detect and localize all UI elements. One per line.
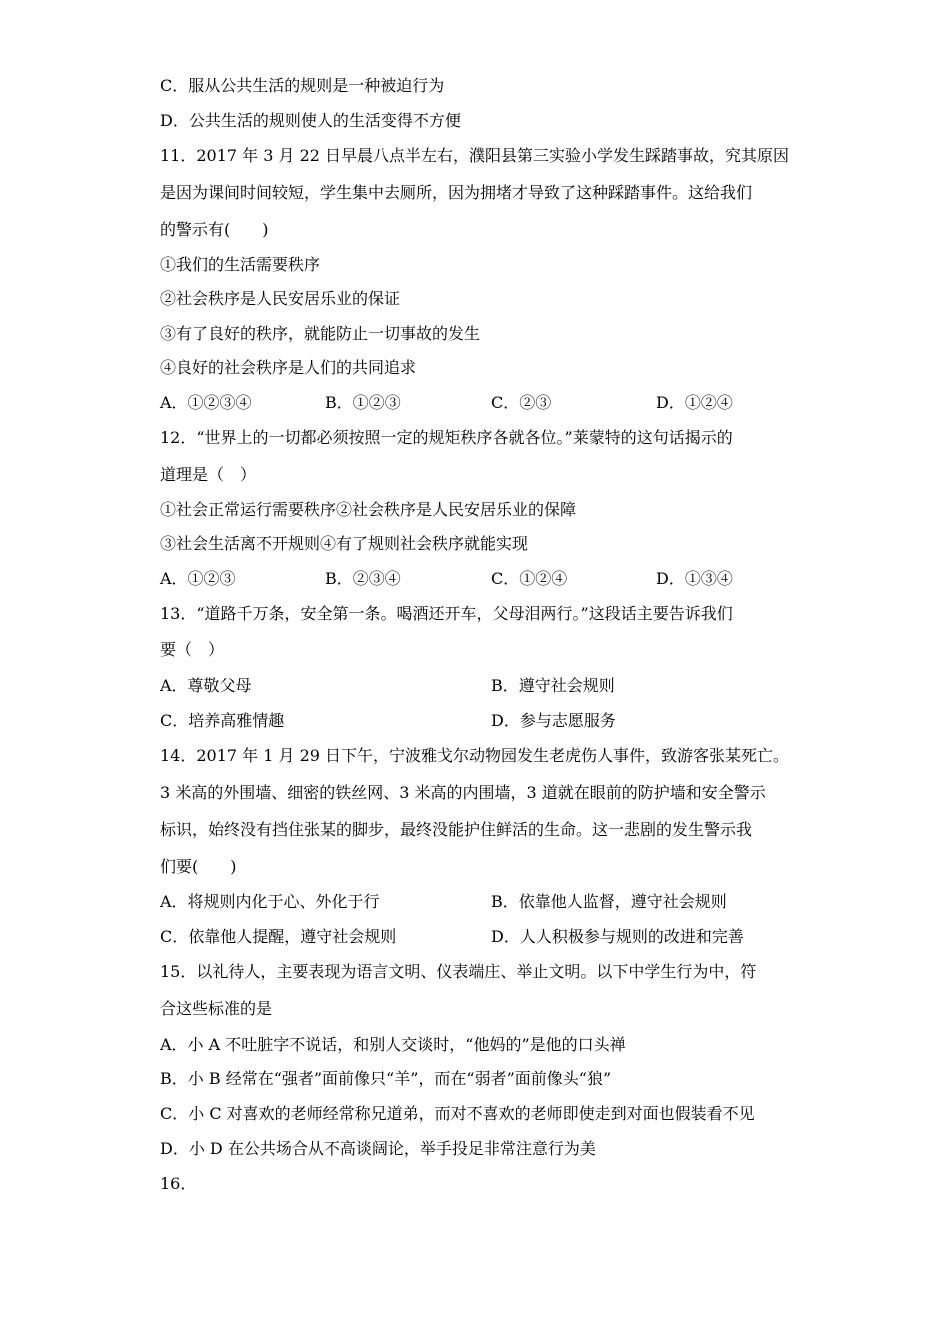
q15-option-a: A．小 A 不吐脏字不说话，和别人交谈时，“他妈的”是他的口头禅 bbox=[160, 1035, 626, 1054]
q11-item-1: ①我们的生活需要秩序 bbox=[160, 255, 321, 274]
q14-option-d: D．人人积极参与规则的改进和完善 bbox=[491, 927, 744, 946]
q12-items-3-4: ③社会生活离不开规则④有了规则社会秩序就能实现 bbox=[160, 534, 529, 553]
q11-option-c: C．②③ bbox=[491, 393, 552, 412]
q14-stem-line1: 14．2017 年 1 月 29 日下午，宁波雅戈尔动物园发生老虎伤人事件，致游客张某死亡。 bbox=[160, 746, 790, 765]
q14-option-a: A．将规则内化于心、外化于行 bbox=[160, 892, 380, 911]
q15-option-d: D．小 D 在公共场合从不高谈阔论，举手投足非常注意行为美 bbox=[160, 1139, 596, 1158]
q15-option-b: B．小 B 经常在“强者”面前像只“羊”，而在“弱者”面前像头“狼” bbox=[160, 1069, 612, 1088]
q11-option-d: D．①②④ bbox=[656, 393, 733, 412]
q15-stem-line2: 合这些标准的是 bbox=[160, 999, 273, 1018]
q11-stem-line3: 的警示有( ) bbox=[160, 220, 269, 239]
q14-stem-line3: 标识，始终没有挡住张某的脚步，最终没能护住鲜活的生命。这一悲剧的发生警示我 bbox=[160, 820, 753, 839]
q13-option-c: C．培养高雅情趣 bbox=[160, 711, 285, 730]
q11-item-2: ②社会秩序是人民安居乐业的保证 bbox=[160, 289, 401, 308]
q12-items-1-2: ①社会正常运行需要秩序②社会秩序是人民安居乐业的保障 bbox=[160, 500, 577, 519]
q12-option-a: A．①②③ bbox=[160, 569, 236, 588]
q10-option-c: C．服从公共生活的规则是一种被迫行为 bbox=[160, 76, 445, 95]
q11-item-4: ④良好的社会秩序是人们的共同追求 bbox=[160, 358, 417, 377]
q15-stem-line1: 15．以礼待人，主要表现为语言文明、仪表端庄、举止文明。以下中学生行为中，符 bbox=[160, 962, 757, 981]
q15-option-c: C．小 C 对喜欢的老师经常称兄道弟，而对不喜欢的老师即使走到对面也假装看不见 bbox=[160, 1104, 755, 1123]
q13-option-d: D．参与志愿服务 bbox=[491, 711, 616, 730]
q16-number: 16． bbox=[160, 1174, 197, 1193]
q14-stem-line2: 3 米高的外围墙、细密的铁丝网、3 米高的内围墙，3 道就在眼前的防护墙和安全警示 bbox=[160, 783, 766, 802]
q11-stem-line2: 是因为课间时间较短，学生集中去厕所，因为拥堵才导致了这种踩踏事件。这给我们 bbox=[160, 183, 753, 202]
q14-option-c: C．依靠他人提醒，遵守社会规则 bbox=[160, 927, 397, 946]
q11-option-b: B．①②③ bbox=[325, 393, 401, 412]
q13-option-b: B．遵守社会规则 bbox=[491, 676, 615, 695]
q10-option-d: D．公共生活的规则使人的生活变得不方便 bbox=[160, 111, 461, 130]
q11-stem-line1: 11．2017 年 3 月 22 日早晨八点半左右，濮阳县第三实验小学发生踩踏事故，究其原因 bbox=[160, 146, 790, 165]
q13-stem-line1: 13．“道路千万条，安全第一条。喝酒还开车，父母泪两行。”这段话主要告诉我们 bbox=[160, 604, 733, 623]
q12-stem-line1: 12．“世界上的一切都必须按照一定的规矩秩序各就各位。”莱蒙特的这句话揭示的 bbox=[160, 428, 733, 447]
q14-stem-line4: 们要( ) bbox=[160, 857, 237, 876]
q12-option-d: D．①③④ bbox=[656, 569, 733, 588]
q14-option-b: B．依靠他人监督，遵守社会规则 bbox=[491, 892, 727, 911]
q11-option-a: A．①②③④ bbox=[160, 393, 252, 412]
q12-option-c: C．①②④ bbox=[491, 569, 568, 588]
q12-stem-line2: 道理是（ ） bbox=[160, 465, 257, 484]
q13-option-a: A．尊敬父母 bbox=[160, 676, 252, 695]
q13-stem-line2: 要（ ） bbox=[160, 640, 225, 659]
q11-item-3: ③有了良好的秩序，就能防止一切事故的发生 bbox=[160, 324, 481, 343]
q12-option-b: B．②③④ bbox=[325, 569, 401, 588]
